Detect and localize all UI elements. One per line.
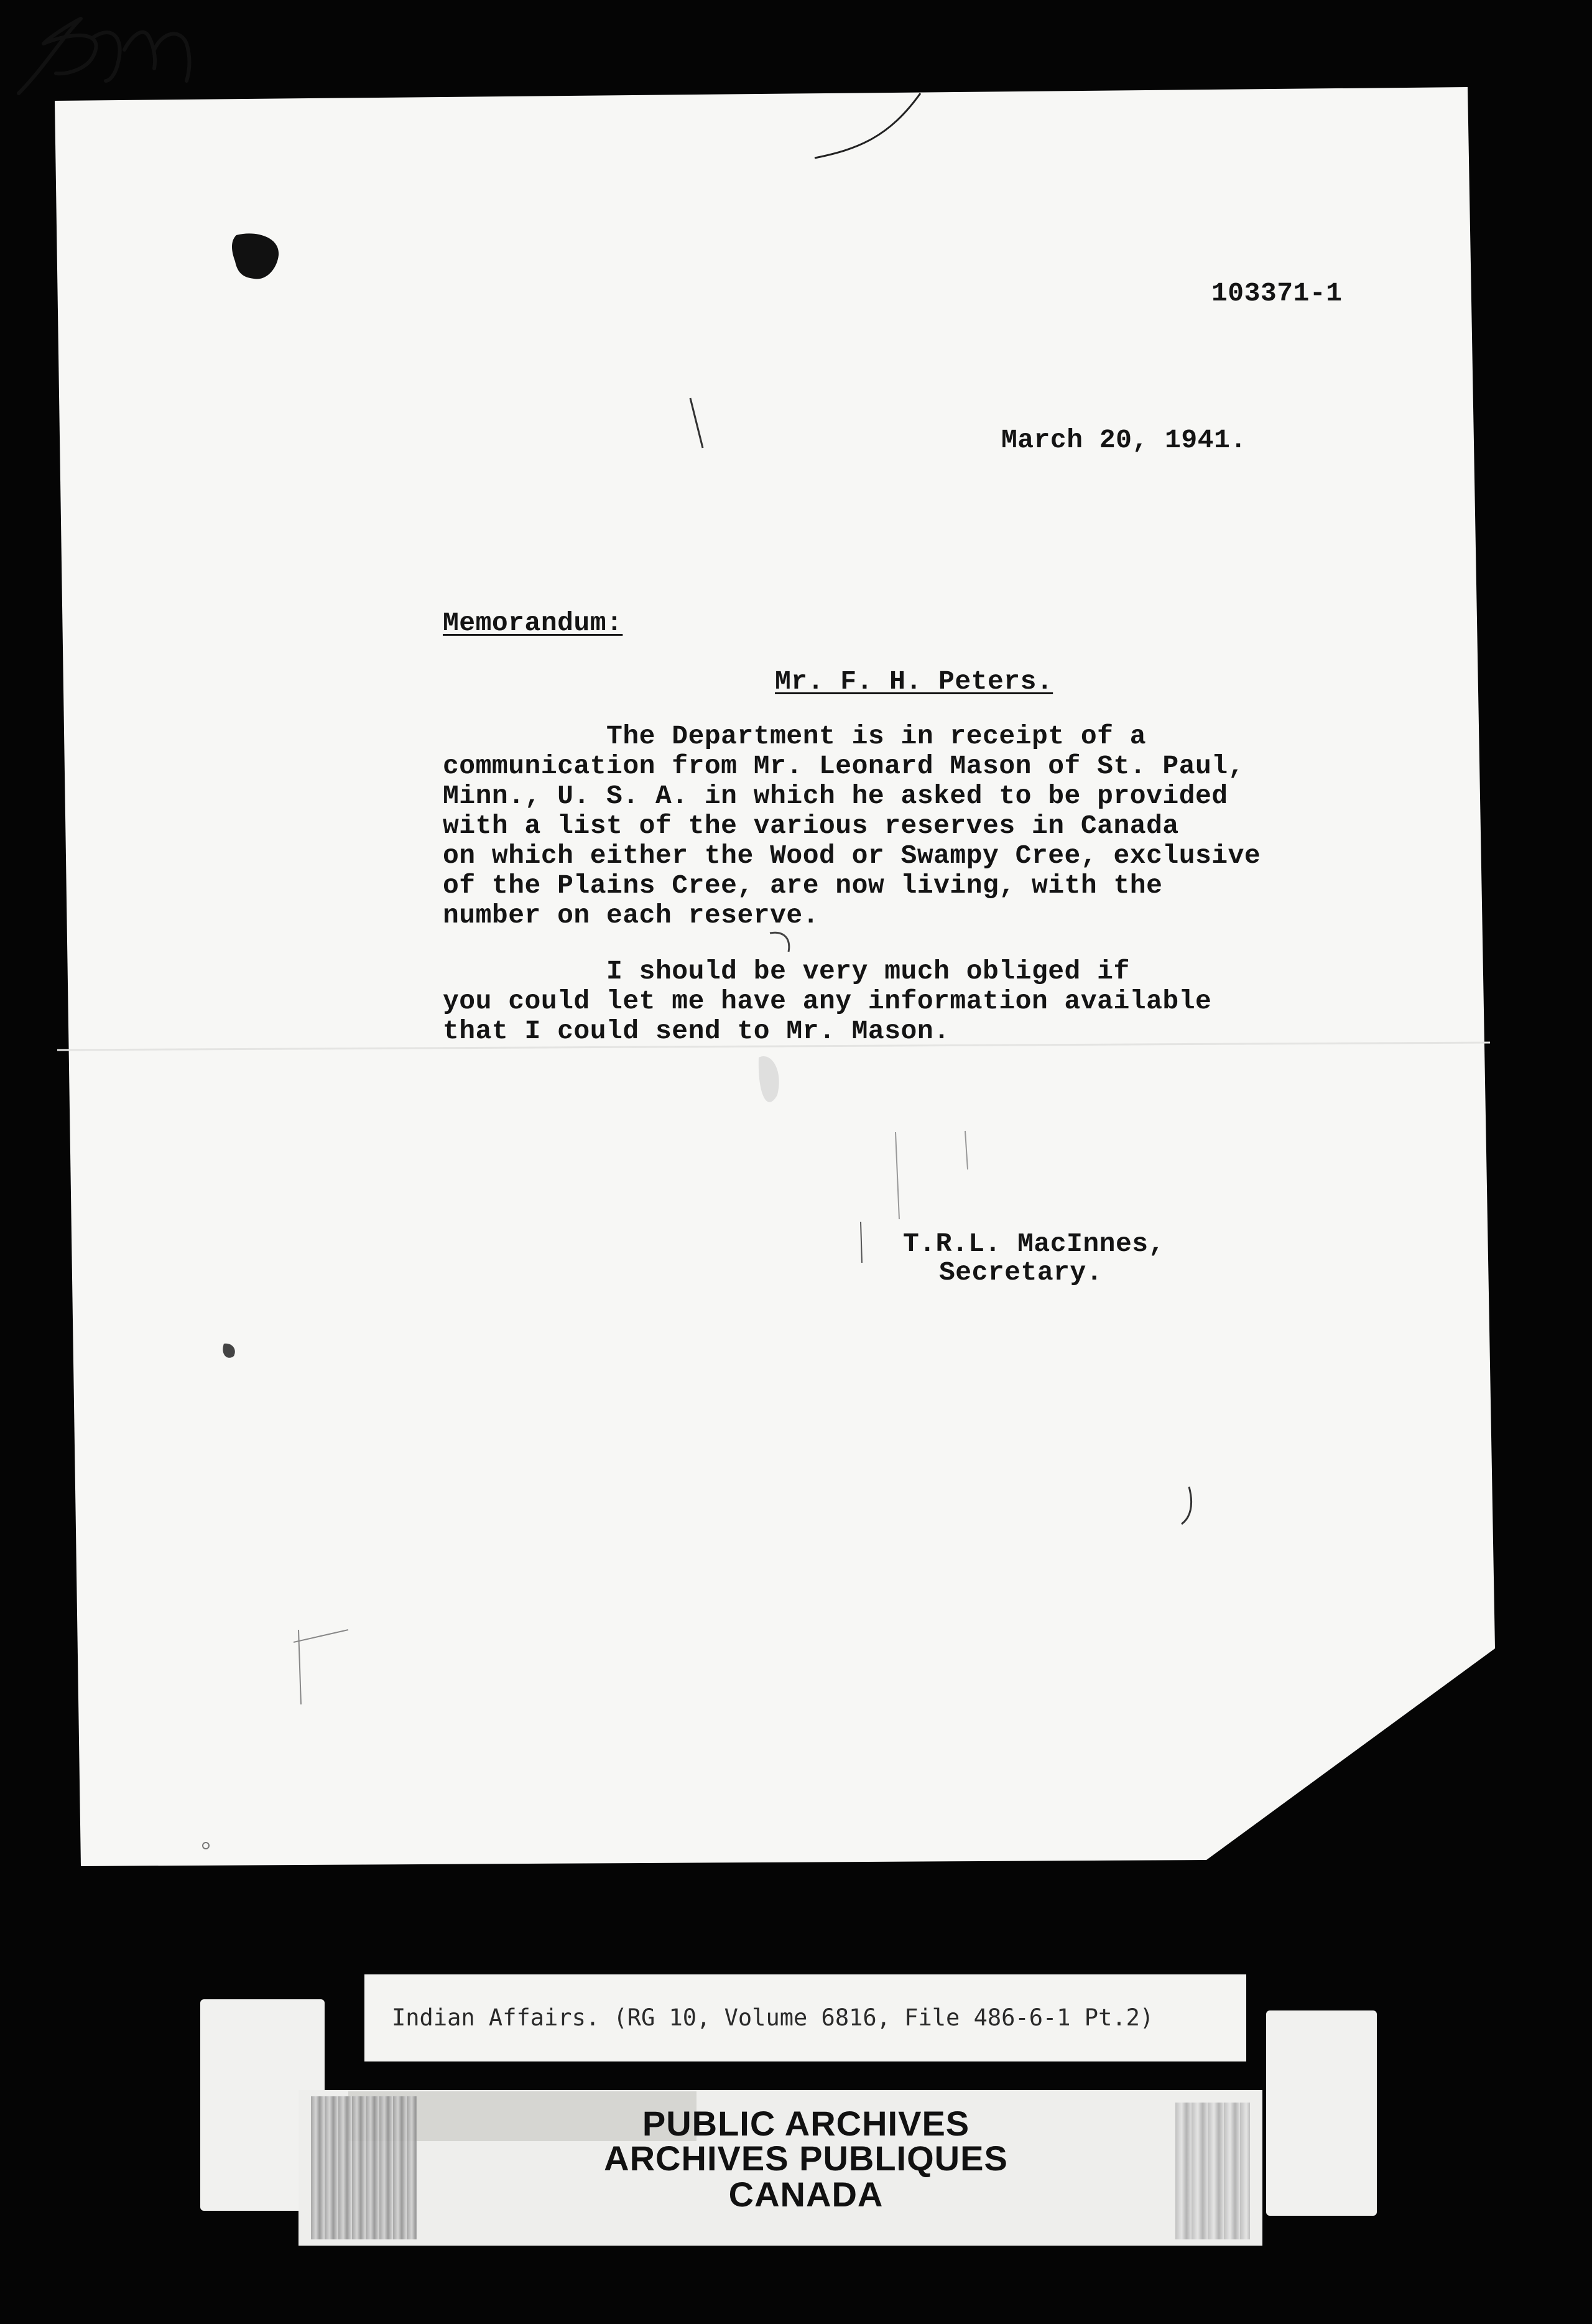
letter-date: March 20, 1941.: [1001, 425, 1247, 455]
signatory-name: T.R.L. MacInnes,: [903, 1229, 1165, 1259]
stamp-line-2: ARCHIVES PUBLIQUES: [604, 2139, 1008, 2178]
stamp-smudge-right: [1175, 2103, 1250, 2239]
file-number: 103371-1: [1211, 278, 1343, 309]
body-paragraph-2: I should be very much obliged if you could let me have any information available that I could send to Mr. Mason.: [443, 956, 1212, 1046]
signatory-title: Secretary.: [939, 1257, 1103, 1288]
stamp-line-1: PUBLIC ARCHIVES: [642, 2104, 970, 2143]
memo-heading: Memorandum:: [443, 608, 623, 638]
archive-reference-text: Indian Affairs. (RG 10, Volume 6816, File 486-6-1 Pt.2): [392, 2004, 1154, 2031]
handwritten-signature: [0, 0, 224, 106]
right-holder-card: [1266, 2010, 1377, 2216]
stamp-smudge-left: [311, 2096, 417, 2239]
addressee: Mr. F. H. Peters.: [775, 666, 1053, 697]
body-paragraph-1: The Department is in receipt of a communication from Mr. Leonard Mason of St. Paul, Minn., U. S. A. in which he asked to be provided with a list of the various reserves in Canada on which either the Wood or Swampy Cree, exclusive of the Plains Cree, are now living, with the number on each reserve.: [443, 721, 1261, 931]
stamp-line-3: CANADA: [728, 2175, 884, 2214]
